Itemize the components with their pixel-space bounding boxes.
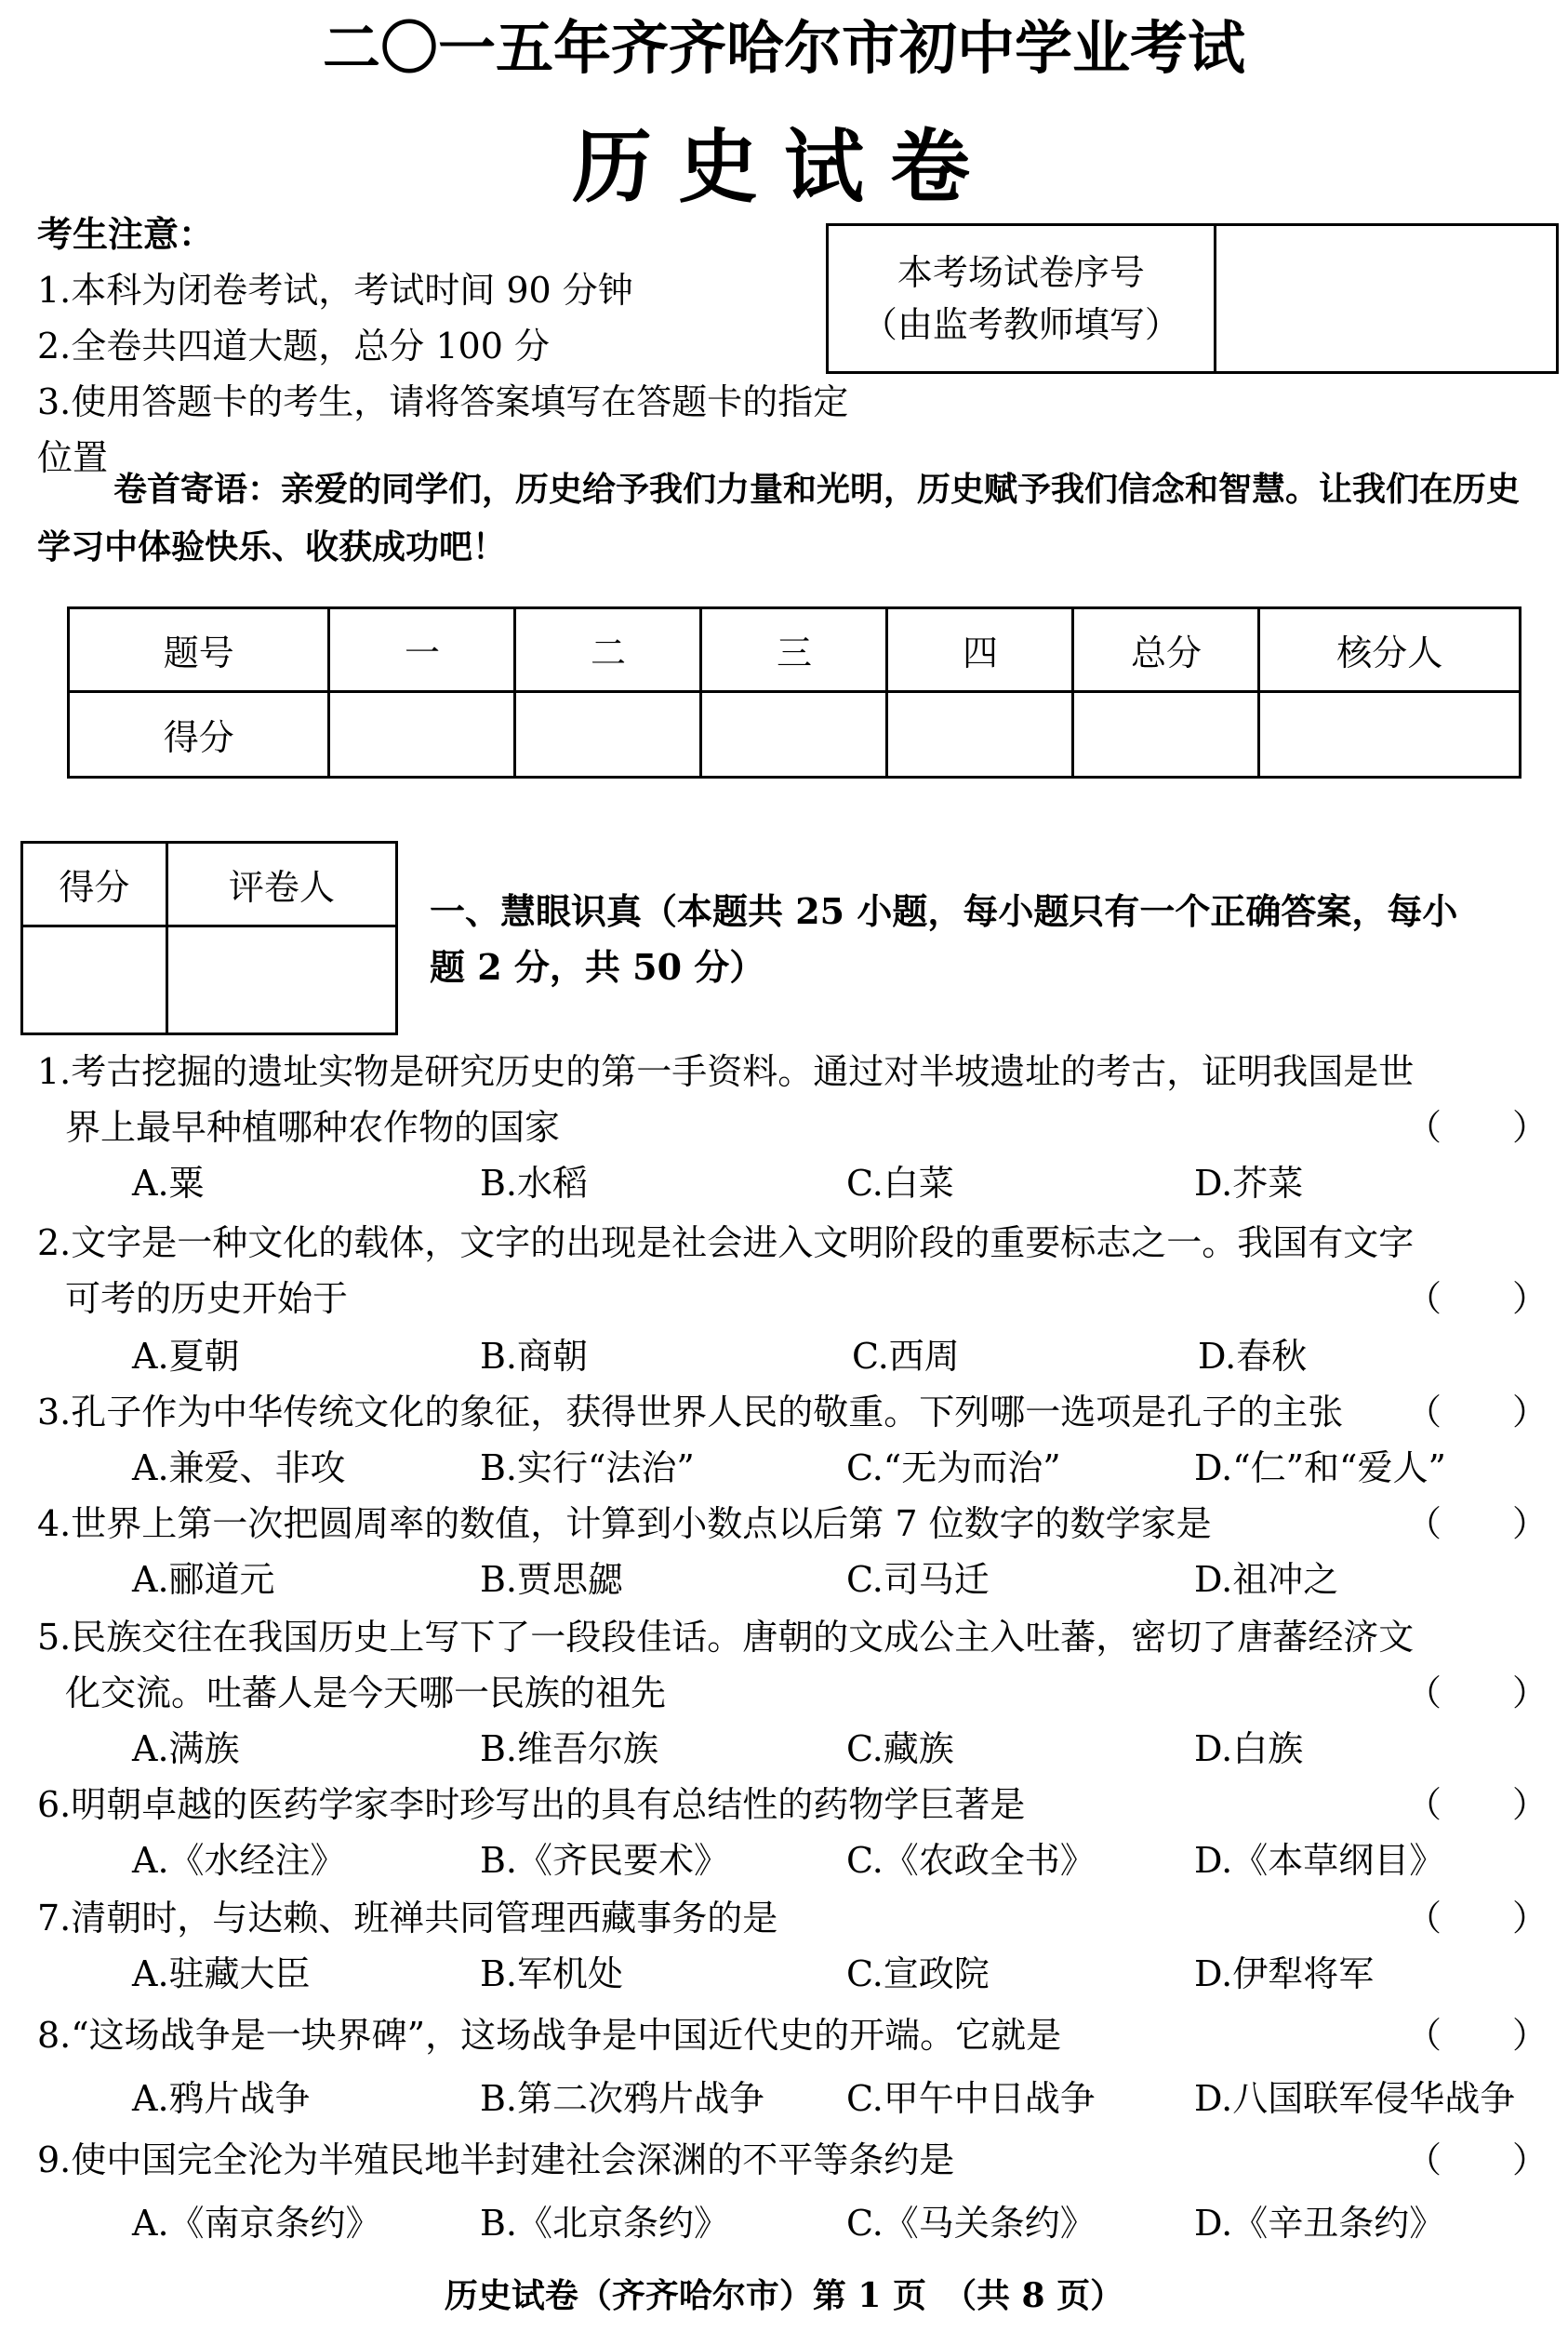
option-d: D.《本草纲目》 bbox=[1194, 1840, 1445, 1881]
grader-name-label: 评卷人 bbox=[166, 843, 396, 926]
option-b: B.军机处 bbox=[480, 1953, 624, 1994]
answer-bracket[interactable]: （ ） bbox=[1405, 1898, 1548, 1939]
option-a: A.鸦片战争 bbox=[132, 2078, 311, 2119]
score-header-cell: 四 bbox=[887, 608, 1073, 692]
option-a: A.《水经注》 bbox=[132, 1840, 346, 1881]
option-c: C.白菜 bbox=[846, 1163, 954, 1204]
question-5-line: 化交流。吐蕃人是今天哪一民族的祖先 bbox=[65, 1672, 667, 1713]
option-d: D.伊犁将军 bbox=[1194, 1953, 1375, 1994]
option-d: D.芥菜 bbox=[1194, 1163, 1304, 1204]
notice-item: 3.使用答题卡的考生，请将答案填写在答题卡的指定位置 bbox=[37, 381, 849, 478]
score-header-cell: 题号 bbox=[69, 608, 329, 692]
question-1-line: 1.考古挖掘的遗址实物是研究历史的第一手资料。通过对半坡遗址的考古，证明我国是世 bbox=[37, 1051, 1415, 1092]
option-d: D.白族 bbox=[1194, 1728, 1304, 1769]
option-d: D.八国联军侵华战争 bbox=[1194, 2078, 1516, 2119]
page-footer: 历史试卷（齐齐哈尔市）第 1 页 （共 8 页） bbox=[444, 2276, 1124, 2315]
option-c: C.司马迁 bbox=[846, 1559, 990, 1600]
answer-bracket[interactable]: （ ） bbox=[1405, 2015, 1548, 2056]
option-d: D.《辛丑条约》 bbox=[1194, 2203, 1445, 2244]
option-c: C.甲午中日战争 bbox=[846, 2078, 1096, 2119]
question-4-line: 4.世界上第一次把圆周率的数值，计算到小数点以后第 7 位数字的数学家是 bbox=[37, 1503, 1212, 1544]
option-c: C.西周 bbox=[852, 1336, 960, 1377]
notice-item: 2.全卷共四道大题，总分 100 分 bbox=[37, 326, 550, 366]
score-header-cell: 一 bbox=[329, 608, 515, 692]
answer-bracket[interactable]: （ ） bbox=[1405, 1392, 1548, 1432]
option-a: A.驻藏大臣 bbox=[132, 1953, 311, 1994]
question-3-line: 3.孔子作为中华传统文化的象征，获得世界人民的敬重。下列哪一选项是孔子的主张 bbox=[37, 1392, 1344, 1432]
option-d: D.春秋 bbox=[1198, 1336, 1308, 1377]
question-6-line: 6.明朝卓越的医药学家李时珍写出的具有总结性的药物学巨著是 bbox=[37, 1784, 1026, 1825]
score-header-cell: 二 bbox=[515, 608, 701, 692]
preface-text: 卷首寄语：亲爱的同学们，历史给予我们力量和光明，历史赋予我们信念和智慧。让我们在历史学习中体验快乐、收获成功吧！ bbox=[37, 470, 1521, 566]
option-b: B.《北京条约》 bbox=[480, 2203, 730, 2244]
option-d: D.“仁”和“爱人” bbox=[1194, 1447, 1446, 1488]
option-b: B.贾思勰 bbox=[480, 1559, 624, 1600]
option-b: B.水稻 bbox=[480, 1163, 589, 1204]
serial-label-line1: 本考场试卷序号 bbox=[897, 252, 1145, 293]
option-a: A.粟 bbox=[132, 1163, 205, 1204]
option-c: C.《马关条约》 bbox=[846, 2203, 1096, 2244]
option-b: B.维吾尔族 bbox=[480, 1728, 659, 1769]
score-header-cell: 三 bbox=[701, 608, 887, 692]
answer-bracket[interactable]: （ ） bbox=[1405, 1278, 1548, 1319]
question-1-line: 界上最早种植哪种农作物的国家 bbox=[65, 1107, 561, 1148]
option-b: B.《齐民要术》 bbox=[480, 1840, 730, 1881]
answer-bracket[interactable]: （ ） bbox=[1405, 1784, 1548, 1825]
question-7-line: 7.清朝时，与达赖、班禅共同管理西藏事务的是 bbox=[37, 1898, 778, 1939]
option-a: A.夏朝 bbox=[132, 1336, 240, 1377]
option-a: A.《南京条约》 bbox=[132, 2203, 381, 2244]
option-a: A.兼爱、非攻 bbox=[132, 1447, 346, 1488]
section-title-line: 题 2 分，共 50 分） bbox=[430, 946, 765, 988]
score-row-label: 得分 bbox=[69, 692, 329, 778]
notice-heading: 考生注意： bbox=[37, 213, 215, 255]
option-b: B.实行“法治” bbox=[480, 1447, 695, 1488]
answer-bracket[interactable]: （ ） bbox=[1405, 1672, 1548, 1713]
option-c: C.《农政全书》 bbox=[846, 1840, 1096, 1881]
exam-title: 二〇一五年齐齐哈尔市初中学业考试 bbox=[322, 14, 1245, 82]
answer-bracket[interactable]: （ ） bbox=[1405, 1503, 1548, 1544]
answer-bracket[interactable]: （ ） bbox=[1405, 1107, 1548, 1148]
option-d: D.祖冲之 bbox=[1194, 1559, 1339, 1600]
section-title-line: 一、慧眼识真（本题共 25 小题，每小题只有一个正确答案，每小 bbox=[430, 890, 1458, 932]
score-header-cell: 核分人 bbox=[1259, 608, 1521, 692]
score-header-cell: 总分 bbox=[1073, 608, 1259, 692]
option-c: C.“无为而治” bbox=[846, 1447, 1061, 1488]
question-9-line: 9.使中国完全沦为半殖民地半封建社会深渊的不平等条约是 bbox=[37, 2139, 955, 2180]
question-2-line: 2.文字是一种文化的载体，文字的出现是社会进入文明阶段的重要标志之一。我国有文字 bbox=[37, 1222, 1415, 1263]
option-c: C.宣政院 bbox=[846, 1953, 990, 1994]
option-b: B.商朝 bbox=[480, 1336, 589, 1377]
question-5-line: 5.民族交往在我国历史上写下了一段段佳话。唐朝的文成公主入吐蕃，密切了唐蕃经济文 bbox=[37, 1617, 1415, 1658]
question-2-line: 可考的历史开始于 bbox=[65, 1278, 349, 1319]
option-c: C.藏族 bbox=[846, 1728, 954, 1769]
answer-bracket[interactable]: （ ） bbox=[1405, 2139, 1548, 2180]
option-a: A.郦道元 bbox=[132, 1559, 275, 1600]
serial-label-line2: （由监考教师填写） bbox=[861, 304, 1180, 345]
grader-score-label: 得分 bbox=[22, 843, 167, 926]
option-b: B.第二次鸦片战争 bbox=[480, 2078, 765, 2119]
exam-subtitle: 历史试卷 bbox=[572, 121, 996, 214]
option-a: A.满族 bbox=[132, 1728, 240, 1769]
question-8-line: 8.“这场战争是一块界碑”，这场战争是中国近代史的开端。它就是 bbox=[37, 2015, 1062, 2056]
notice-item: 1.本科为闭卷考试，考试时间 90 分钟 bbox=[37, 270, 633, 311]
